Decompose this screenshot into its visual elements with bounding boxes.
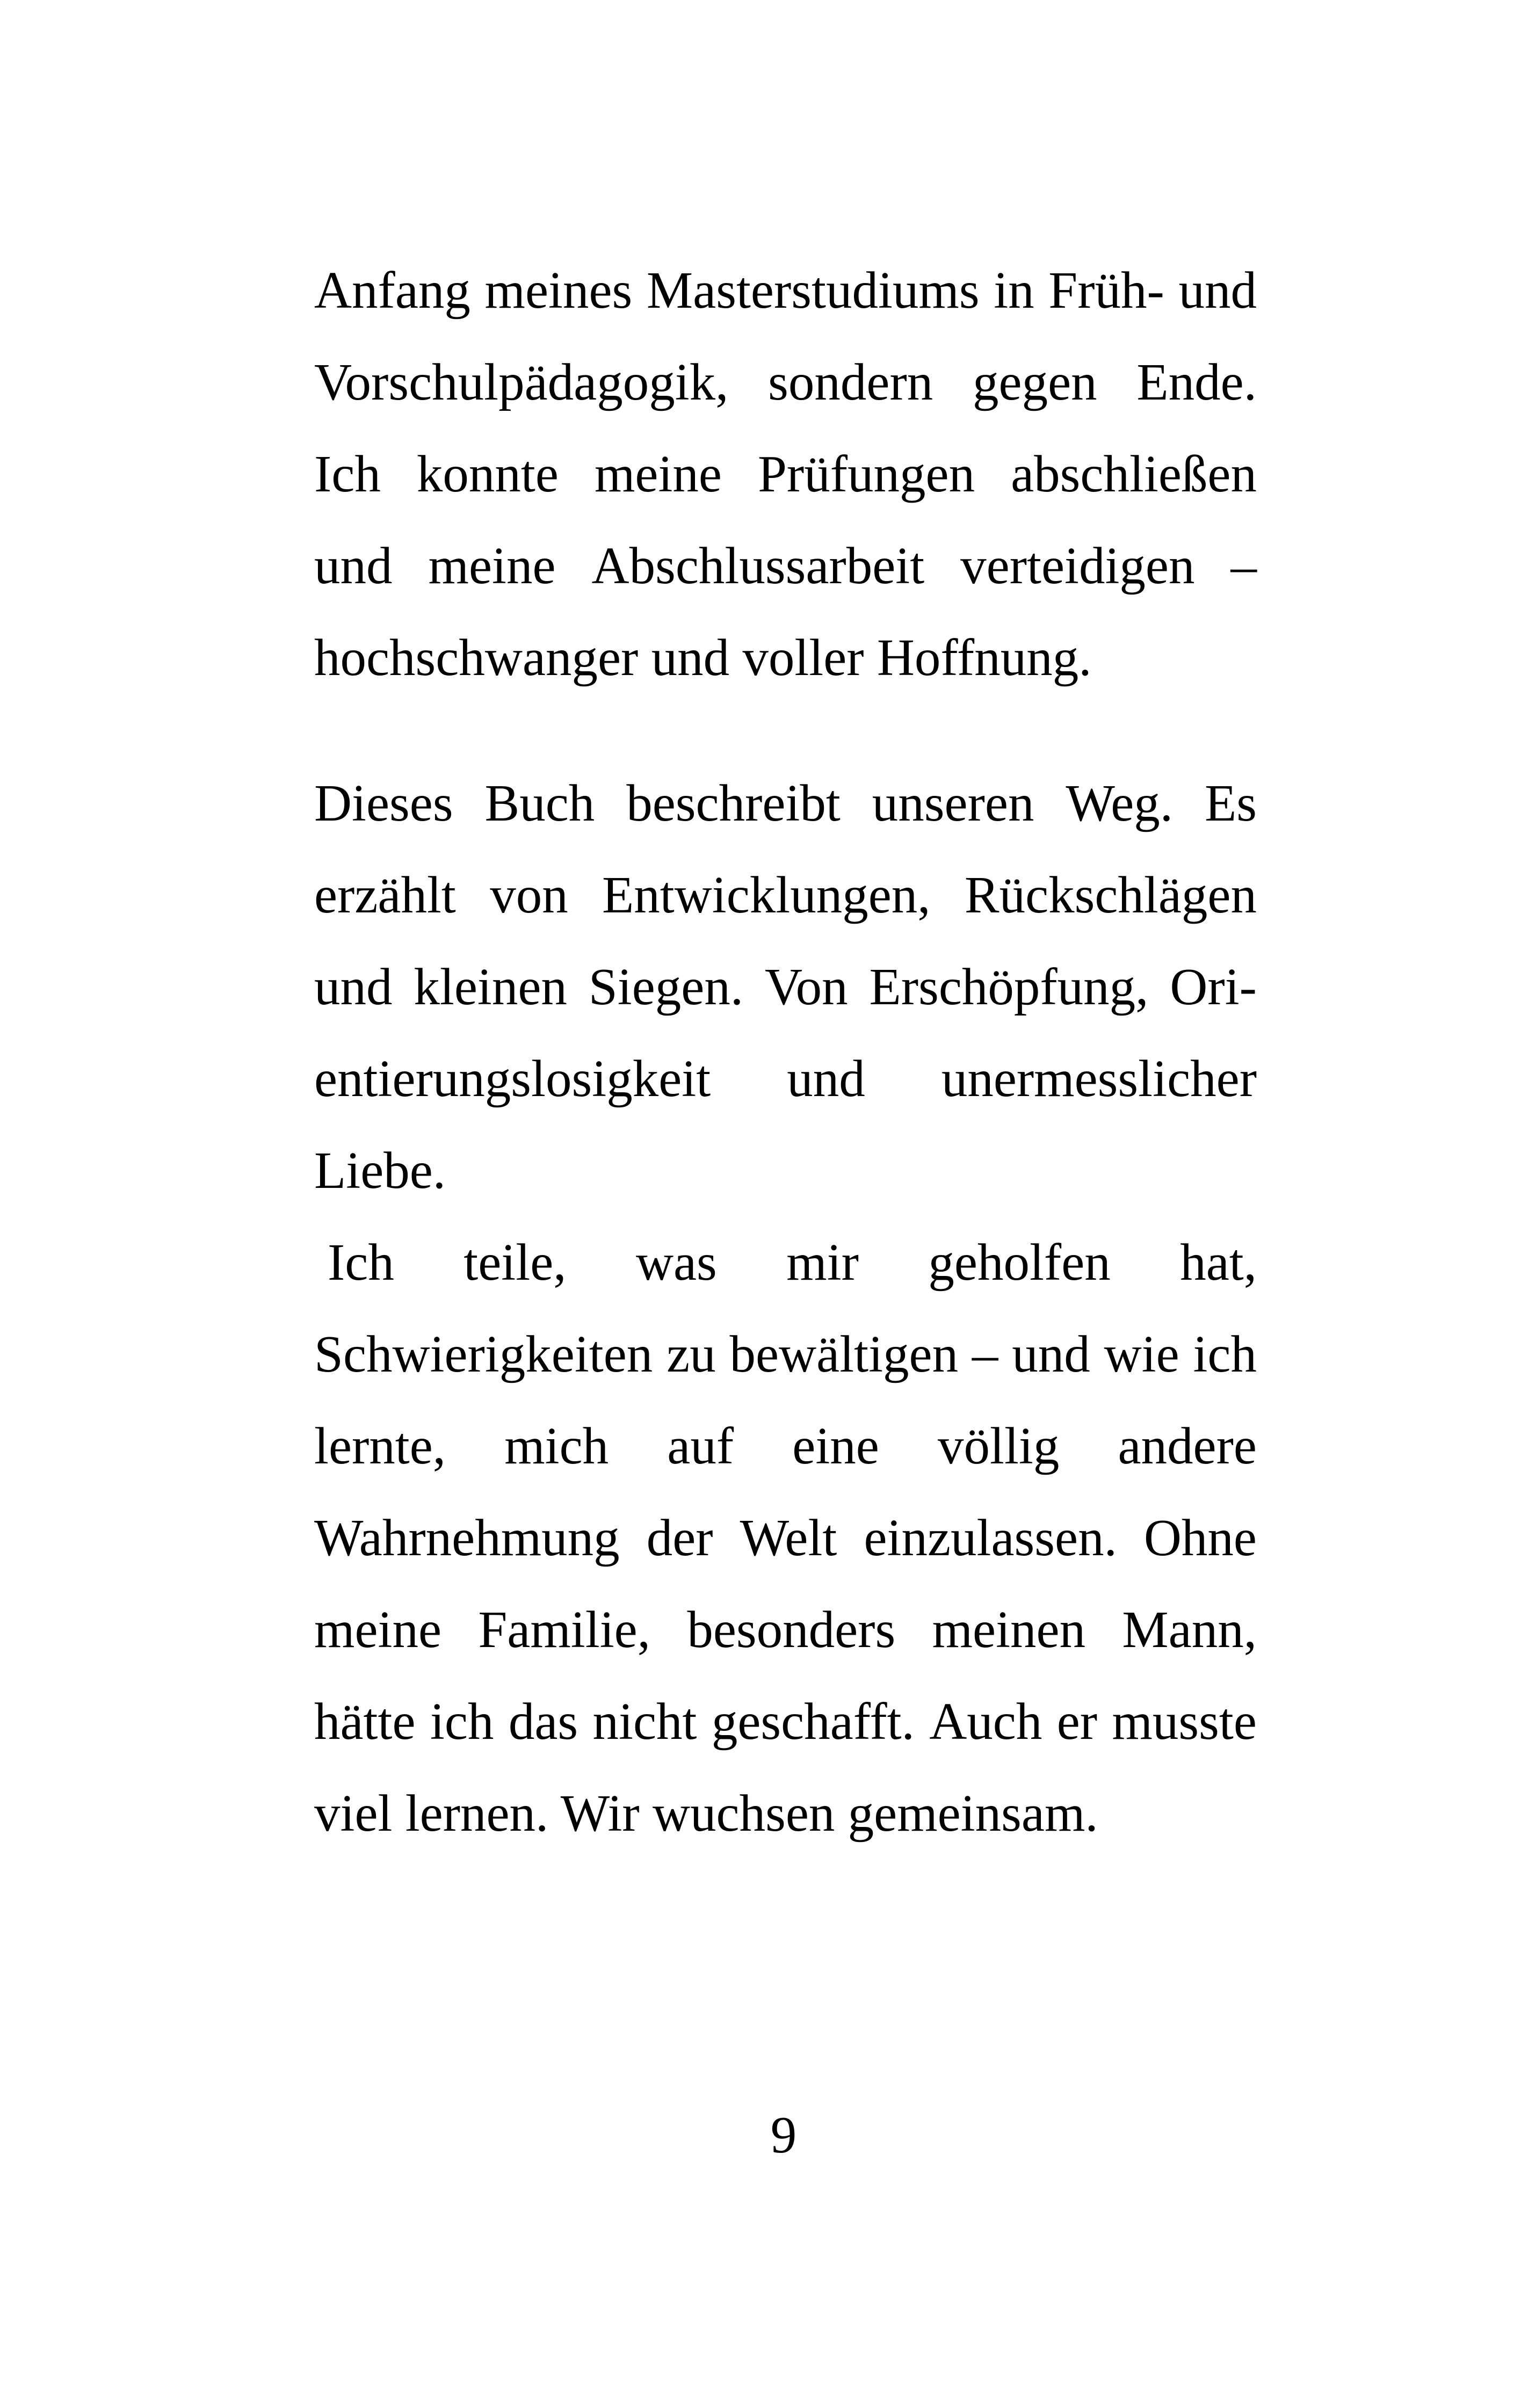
word: Mann, — [1122, 1601, 1257, 1658]
word: Schwierigkeiten — [314, 1325, 653, 1383]
text-line — [314, 1492, 1257, 1584]
text-line — [314, 520, 1257, 612]
word: mir — [786, 1234, 859, 1291]
word: geholfen — [928, 1234, 1111, 1291]
word: Wahrnehmung — [314, 1509, 620, 1566]
paragraph-gap — [314, 703, 1257, 757]
word: und — [314, 958, 393, 1016]
word: hat, — [1180, 1234, 1257, 1291]
text-line — [314, 849, 1257, 941]
text-line — [314, 1216, 1257, 1308]
word: Von — [765, 958, 848, 1016]
word: meines — [484, 262, 633, 319]
word: das — [508, 1693, 578, 1750]
word: Rückschlägen — [964, 866, 1257, 924]
word: nicht — [592, 1693, 697, 1750]
word: Anfang — [314, 262, 470, 319]
word: was — [635, 1234, 717, 1291]
word: Erschöpfung, — [869, 958, 1149, 1016]
word: unermesslicher — [941, 1050, 1257, 1107]
word: Ende. — [1136, 353, 1257, 411]
word: Ich — [314, 445, 381, 503]
word: Familie, — [478, 1601, 650, 1658]
text-line — [314, 757, 1257, 849]
word: Siegen. — [588, 958, 744, 1016]
word: verteidigen — [960, 537, 1195, 594]
word: meinen — [932, 1601, 1086, 1658]
word: und — [1012, 1325, 1090, 1383]
word: eine — [792, 1417, 879, 1475]
word: Welt — [740, 1509, 837, 1566]
word: entierungslosigkeit — [314, 1050, 711, 1107]
word: und — [1178, 262, 1257, 319]
word: mich — [504, 1417, 609, 1475]
page-number: 9 — [770, 2106, 797, 2164]
word: andere — [1118, 1417, 1257, 1475]
word: ich — [1193, 1325, 1257, 1383]
word: ich — [430, 1693, 494, 1750]
text-line — [314, 1400, 1257, 1492]
paragraph — [314, 757, 1257, 1216]
word: unseren — [872, 774, 1034, 832]
text-line — [314, 1308, 1257, 1400]
word: abschließen — [1011, 445, 1257, 503]
word: kleinen — [414, 958, 567, 1016]
word: – — [1230, 537, 1257, 594]
word: Prüfungen — [757, 445, 975, 503]
paragraph — [314, 1216, 1257, 1859]
word: Abschlussarbeit — [591, 537, 925, 594]
word: – — [972, 1325, 998, 1383]
word: einzulassen. — [864, 1509, 1117, 1566]
word: hätte — [314, 1693, 416, 1750]
word: zu — [667, 1325, 716, 1383]
word: und — [314, 537, 393, 594]
word: von — [490, 866, 568, 924]
word: meine — [314, 1601, 442, 1658]
text-line — [314, 428, 1257, 520]
word: teile, — [463, 1234, 567, 1291]
word: Masterstudiums — [646, 262, 980, 319]
text-line — [314, 1033, 1257, 1125]
word: Dieses — [314, 774, 453, 832]
text-line: viel lernen. Wir wuchsen gemeinsam. — [314, 1785, 1098, 1842]
text-line — [314, 244, 1257, 336]
word: sondern — [768, 353, 933, 411]
word: Es — [1204, 774, 1257, 832]
word: beschreibt — [626, 774, 841, 832]
word: gegen — [973, 353, 1097, 411]
word: wie — [1104, 1325, 1179, 1383]
word: Buch — [484, 774, 595, 832]
word: meine — [428, 537, 556, 594]
word: auf — [667, 1417, 734, 1475]
word: in — [994, 262, 1034, 319]
text-line — [314, 941, 1257, 1033]
word: er — [1056, 1693, 1098, 1750]
word: lernte, — [314, 1417, 446, 1475]
word: Ori- — [1170, 958, 1257, 1016]
paragraph — [314, 244, 1257, 703]
word: meine — [594, 445, 722, 503]
word: Vorschulpädagogik, — [314, 353, 729, 411]
word: besonders — [687, 1601, 896, 1658]
text-line: hochschwanger und voller Hoffnung. — [314, 629, 1092, 686]
word: und — [787, 1050, 865, 1107]
word: Ohne — [1143, 1509, 1257, 1566]
word: Früh- — [1048, 262, 1164, 319]
text-line: Liebe. — [314, 1142, 446, 1199]
word: geschafft. — [711, 1693, 915, 1750]
word: völlig — [938, 1417, 1060, 1475]
word: bewältigen — [729, 1325, 959, 1383]
word: erzählt — [314, 866, 456, 924]
text-line — [314, 336, 1257, 428]
text-line — [314, 1676, 1257, 1767]
word: konnte — [416, 445, 559, 503]
text-line — [314, 1584, 1257, 1676]
word: Ich — [328, 1234, 394, 1291]
word: Entwicklungen, — [602, 866, 931, 924]
body-text — [314, 244, 1257, 1859]
word: Auch — [929, 1693, 1042, 1750]
word: der — [646, 1509, 713, 1566]
word: Weg. — [1066, 774, 1173, 832]
word: musste — [1112, 1693, 1257, 1750]
